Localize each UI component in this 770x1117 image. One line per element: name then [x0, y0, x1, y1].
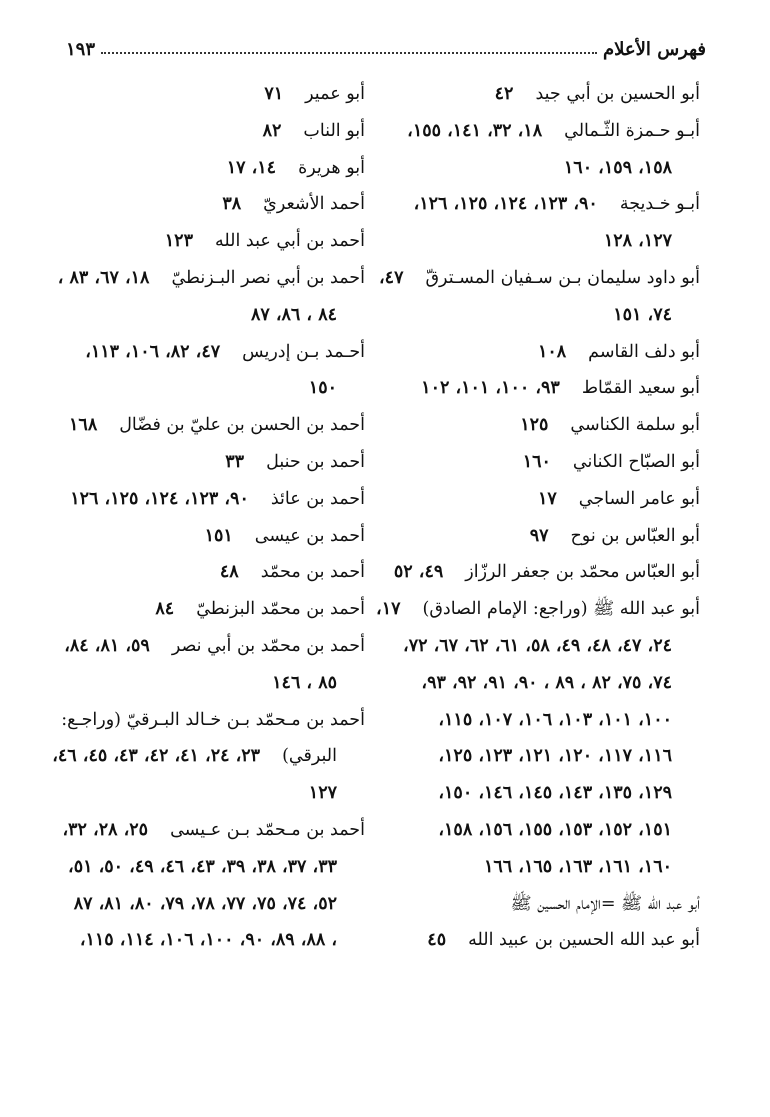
page-header	[66, 28, 706, 60]
index-entry	[400, 370, 700, 407]
entry-name: أحمد بن عائذ	[270, 488, 365, 509]
entry-name: أبو عبد الله الحسين بن عبيد الله	[468, 930, 700, 951]
index-entry	[393, 554, 700, 591]
index-continuation-line	[400, 702, 700, 739]
index-continuation-line	[60, 849, 365, 886]
index-entry	[60, 702, 365, 739]
entry-name: أبو سلمة الكناسي	[570, 415, 700, 436]
page-references: ١٢٧، ١٢٨	[603, 231, 672, 252]
page-references: ٣٣، ٣٧، ٣٨، ٣٩، ٤٣، ٤٦، ٤٩، ٥٠، ٥١،	[68, 856, 337, 877]
index-entry	[400, 113, 700, 150]
entry-name: أحمد الأشعريّ	[263, 194, 365, 215]
page-references: ٤٨	[219, 562, 239, 583]
page-references: ٢٣، ٢٤، ٤١، ٤٢، ٤٣، ٤٥، ٤٦،	[52, 746, 261, 767]
index-entry	[379, 260, 700, 297]
page-references: ١٠٨	[537, 341, 567, 362]
index-entry	[400, 186, 700, 223]
index-entry	[60, 150, 365, 187]
index-entry	[60, 113, 365, 150]
page-references: ١٦٠، ١٦١، ١٦٣، ١٦٥، ١٦٦	[483, 856, 672, 877]
page-references: ٩٠، ١٢٣، ١٢٤، ١٢٥، ١٢٦،	[413, 194, 598, 215]
page-references: ٧٤، ١٥١	[613, 304, 672, 325]
page-references: ٨٤	[155, 599, 175, 620]
index-continuation-line	[400, 297, 700, 334]
page-references: ١٥٨، ١٥٩، ١٦٠	[563, 157, 672, 178]
index-entry	[400, 518, 700, 555]
page-references: ٤٥	[427, 930, 447, 951]
page-references: ١٢٩، ١٣٥، ١٤٣، ١٤٥، ١٤٦، ١٥٠،	[438, 783, 672, 804]
page-references: ١٨، ٣٢، ١٤١، ١٥٥،	[407, 120, 543, 141]
page-references: ٣٨	[222, 194, 242, 215]
page-references: ١١٦، ١١٧، ١٢٠، ١٢١، ١٢٣، ١٢٥،	[438, 746, 672, 767]
page-references: ٣٣	[225, 451, 245, 472]
page-references: ٧١	[264, 84, 284, 104]
entry-name: أبو الصبّاح الكناني	[572, 451, 700, 472]
page-references: ٤٧، ٨٢، ١٠٦، ١١٣،	[85, 341, 221, 362]
entry-name: أحمد بن أبي عبد الله	[214, 231, 365, 252]
index-continuation-line	[400, 628, 700, 665]
entry-name: أحـمد بـن إدريس	[242, 341, 365, 362]
page-references: ٧٤، ٧٥، ٨٢ ، ٨٩ ، ٩٠، ٩١، ٩٢، ٩٣،	[421, 672, 672, 693]
entry-name: أبو عمير	[305, 84, 365, 104]
page-references: ١٨، ٦٧، ٨٣ ،	[57, 267, 150, 288]
index-entry	[60, 481, 365, 518]
index-continuation-line	[60, 297, 365, 334]
page-references: ١٠٠، ١٠١، ١٠٣، ١٠٦، ١٠٧، ١١٥،	[438, 709, 672, 730]
index-column-left	[52, 76, 365, 959]
page-references: ١٢٧	[308, 783, 337, 804]
entry-name: البرقي)	[282, 746, 337, 767]
entry-name: أحمد بن عيسى	[254, 525, 365, 546]
entry-name: أحمد بن محمّد	[260, 562, 365, 583]
entry-name: أبو العبّاس بن نوح	[570, 525, 700, 546]
entry-name: أبو الحسين بن أبي جيد	[535, 84, 700, 104]
page-references: ١٢٥	[520, 415, 549, 436]
page-references: ١٧،	[376, 599, 401, 620]
entry-name: أبو دلف القاسم	[588, 341, 700, 362]
index-entry	[400, 481, 700, 518]
entry-name: أحمد بن الحسن بن عليّ بن فضّال	[119, 415, 365, 436]
index-entry	[60, 407, 365, 444]
page-references: ٩٠، ١٢٣، ١٢٤، ١٢٥، ١٢٦	[70, 488, 249, 509]
index-entry	[60, 518, 365, 555]
index-entry	[57, 260, 365, 297]
index-entry	[60, 186, 365, 223]
entry-name: أحمد بن محمّد بن أبي نصر	[171, 635, 365, 656]
entry-name: أبـو خـديجة	[619, 194, 700, 215]
index-entry	[400, 444, 700, 481]
entry-name: أبو سعيد القمّاط	[581, 378, 700, 399]
page-references: ٥٩، ٨١، ٨٤،	[64, 635, 150, 656]
page-references: ٤٩، ٥٢	[393, 562, 444, 583]
page-references: ، ٨٨، ٨٩، ٩٠، ١٠٠، ١٠٦، ١١٤، ١١٥،	[79, 930, 337, 951]
index-entry	[400, 922, 700, 959]
index-entry	[60, 591, 365, 628]
page-references: ٨٥ ، ١٤٦	[272, 672, 337, 693]
index-entry	[400, 76, 700, 113]
entry-name: أحمد بن حنبل	[266, 451, 365, 472]
index-continuation-line	[400, 812, 700, 849]
header-dotted-leader	[101, 51, 597, 54]
index-continuation-line	[400, 150, 700, 187]
page-references: ١٧	[537, 488, 557, 509]
index-entry	[400, 334, 700, 371]
index-entry	[60, 628, 365, 665]
page-references: ١٤، ١٧	[226, 157, 277, 178]
page-references: ٨٤ ، ٨٦، ٨٧	[250, 304, 337, 325]
index-entry	[376, 591, 700, 628]
index-entry	[400, 407, 700, 444]
running-title: فهرس الأعلام	[603, 39, 706, 60]
index-entry	[60, 554, 365, 591]
page-references: ١٥١، ١٥٢، ١٥٣، ١٥٥، ١٥٦، ١٥٨،	[438, 819, 672, 840]
page-number: ١٩٣	[66, 39, 96, 60]
entry-name: أبـو حـمزة الثّـمالي	[564, 120, 700, 141]
index-continuation-line	[60, 775, 365, 812]
page-references: ١٥٠	[308, 378, 337, 399]
entry-name: أبو عبد الله ﷺ =الإمام الحسين ﷺ	[510, 893, 700, 914]
index-continuation-line	[60, 922, 365, 959]
page-references: ٩٧	[529, 525, 549, 546]
page-references: ٢٥، ٢٨، ٣٢،	[62, 819, 149, 840]
page-references: ٤٧،	[379, 267, 404, 288]
index-continuation-line	[400, 665, 700, 702]
page-references: ٢٤، ٤٧، ٤٨، ٤٩، ٥٨، ٦١، ٦٢، ٦٧، ٧٢،	[403, 635, 672, 656]
entry-name: أبو الناب	[303, 120, 365, 141]
page-references: ٤٢	[494, 84, 514, 104]
entry-name: أبو داود سليمان بـن سـفيان المسـترقّ	[425, 267, 700, 288]
page-references: ١٢٣	[164, 231, 193, 252]
index-entry	[60, 334, 365, 371]
index-continuation-line	[400, 738, 700, 775]
index-entry	[60, 444, 365, 481]
index-continuation-line	[60, 886, 365, 923]
page-references: ١٥١	[204, 525, 233, 546]
index-continuation-line	[60, 370, 365, 407]
entry-name: أبو عبد الله ﷺ (وراجع: الإمام الصادق)	[422, 599, 700, 620]
index-continuation-line	[400, 223, 700, 260]
index-entry	[400, 886, 700, 923]
page-references: ٨٢	[262, 120, 282, 141]
index-entry	[60, 812, 365, 849]
entry-name: أحمد بن مـحمّد بـن خـالد البـرقيّ (وراجـع:	[61, 709, 365, 730]
index-entry	[60, 223, 365, 260]
page-references: ١٦٠	[522, 451, 551, 472]
entry-name: أبو عامر الساجي	[578, 488, 700, 509]
entry-name: أحمد بن أبي نصر البـزنطيّ	[171, 267, 365, 288]
index-continuation-line	[60, 665, 365, 702]
entry-name: أحمد بن محمّد البزنطيّ	[196, 599, 365, 620]
entry-name: أحمد بن مـحمّد بـن عـيسى	[170, 819, 365, 840]
index-entry	[52, 738, 365, 775]
index-continuation-line	[400, 849, 700, 886]
page-references: ٥٢، ٧٤، ٧٥، ٧٧، ٧٨، ٧٩، ٨٠، ٨١، ٨٧	[73, 893, 337, 914]
page-references: ٩٣، ١٠٠، ١٠١، ١٠٢	[421, 378, 560, 399]
entry-name: أبو هريرة	[298, 157, 365, 178]
index-continuation-line	[400, 775, 700, 812]
index-entry	[60, 76, 365, 113]
entry-name: أبو العبّاس محمّد بن جعفر الرزّاز	[465, 562, 700, 583]
page-references: ١٦٨	[69, 415, 98, 436]
index-column-right	[376, 76, 700, 959]
